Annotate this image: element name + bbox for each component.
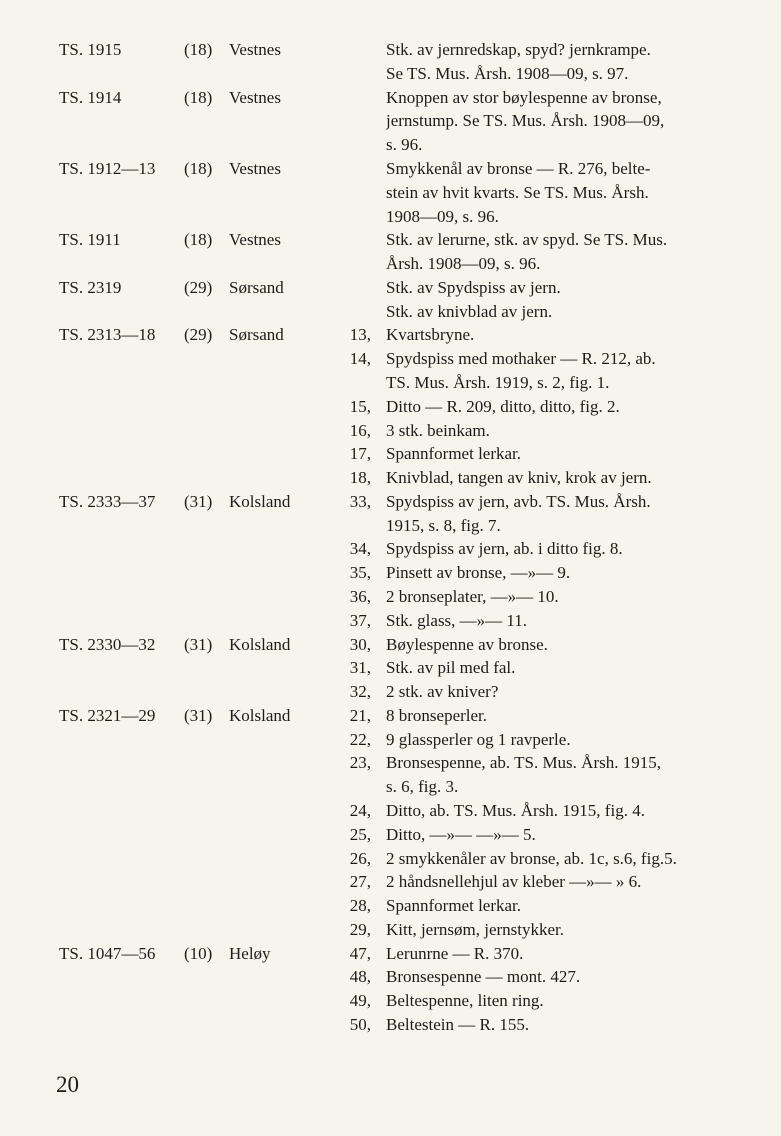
item-description: Kvartsbryne. <box>386 325 475 345</box>
catalogue-line <box>0 633 781 657</box>
catalogue-line <box>0 965 781 989</box>
catalogue-line <box>0 751 781 775</box>
find-group-number: (29) <box>184 277 213 297</box>
item-description: Smykkenål av bronse — R. 276, belte- <box>386 158 651 178</box>
site-name: Vestnes <box>229 158 281 178</box>
catalogue-line <box>0 823 781 847</box>
item-description: Årsh. 1908—09, s. 96. <box>386 254 541 273</box>
catalogue-line <box>0 799 781 823</box>
catalogue-line <box>0 86 781 110</box>
find-group-number: (31) <box>184 705 213 725</box>
item-description: Stk. av jernredskap, spyd? jernkrampe. <box>386 40 651 59</box>
item-description: Stk. av pil med fal. <box>386 658 516 678</box>
item-number: 28, <box>349 896 371 916</box>
find-group-number: (29) <box>184 325 213 345</box>
catalogue-line <box>0 656 781 680</box>
page-number: 20 <box>56 1072 79 1097</box>
item-number: 26, <box>349 848 371 868</box>
catalogue-line <box>0 62 781 86</box>
catalogue-line <box>0 585 781 609</box>
item-number: 13, <box>349 325 371 345</box>
catalogue-line <box>0 609 781 633</box>
site-name: Sørsand <box>229 325 284 345</box>
item-description: Stk. av Spydspiss av jern. <box>386 277 561 297</box>
item-description: Knivblad, tangen av kniv, krok av jern. <box>386 468 652 487</box>
catalogue-reference: TS. 2313—18 <box>59 325 156 345</box>
item-description: s. 96. <box>386 135 423 155</box>
catalogue-line <box>0 181 781 205</box>
catalogue-line <box>0 728 781 752</box>
item-description: TS. Mus. Årsh. 1919, s. 2, fig. 1. <box>386 372 610 392</box>
item-number: 17, <box>349 444 371 464</box>
catalogue-line <box>0 38 781 62</box>
catalogue-line <box>0 109 781 133</box>
item-number: 48, <box>349 967 371 987</box>
catalogue-line <box>0 514 781 538</box>
catalogue-line <box>0 228 781 252</box>
catalogue-line <box>0 870 781 894</box>
catalogue-reference: TS. 1915 <box>59 40 122 59</box>
item-number: 33, <box>349 491 371 511</box>
site-name: Vestnes <box>229 230 281 250</box>
catalogue-line <box>0 276 781 300</box>
catalogue-line <box>0 942 781 966</box>
item-number: 16, <box>349 420 371 440</box>
site-name: Kolsland <box>229 491 291 511</box>
item-description: 2 bronseplater, —»— 10. <box>386 586 559 606</box>
catalogue-line <box>0 704 781 728</box>
catalogue-line <box>0 395 781 419</box>
item-description: Knoppen av stor bøylespenne av bronse, <box>386 87 662 107</box>
item-description: 1908—09, s. 96. <box>386 206 499 226</box>
item-number: 37, <box>349 610 371 630</box>
item-number: 25, <box>349 824 371 844</box>
find-group-number: (31) <box>184 491 213 511</box>
item-description: jernstump. Se TS. Mus. Årsh. 1908—09, <box>386 111 665 131</box>
site-name: Kolsland <box>229 705 291 725</box>
site-name: Heløy <box>229 943 271 963</box>
item-description: Stk. av lerurne, stk. av spyd. Se TS. Mus. <box>386 230 668 250</box>
catalogue-reference: TS. 2319 <box>59 277 122 297</box>
item-number: 23, <box>349 753 371 773</box>
catalogue-line <box>0 252 781 276</box>
catalogue-reference: TS. 2330—32 <box>59 634 156 654</box>
item-description: Stk. av knivblad av jern. <box>386 301 553 321</box>
catalogue-line <box>0 347 781 371</box>
catalogue-line <box>0 371 781 395</box>
item-description: Beltestein — R. 155. <box>386 1015 530 1034</box>
item-number: 32, <box>349 682 371 702</box>
item-description: 8 bronseperler. <box>386 705 488 725</box>
catalogue-reference: TS. 1911 <box>59 230 121 250</box>
find-group-number: (10) <box>184 943 213 963</box>
item-number: 18, <box>349 468 371 487</box>
catalogue-line <box>0 157 781 181</box>
item-number: 47, <box>349 943 371 963</box>
site-name: Kolsland <box>229 634 291 654</box>
item-description: 2 smykkenåler av bronse, ab. 1c, s.6, fig.5. <box>386 848 677 868</box>
catalogue-line <box>0 918 781 942</box>
catalogue-reference: TS. 1912—13 <box>59 158 156 178</box>
item-number: 50, <box>349 1015 371 1034</box>
item-description: 2 stk. av kniver? <box>386 682 499 702</box>
item-description: Se TS. Mus. Årsh. 1908—09, s. 97. <box>386 63 629 83</box>
item-description: Spannformet lerkar. <box>386 896 522 916</box>
site-name: Vestnes <box>229 40 281 59</box>
item-number: 35, <box>349 563 371 583</box>
item-description: Spannformet lerkar. <box>386 444 522 464</box>
item-number: 15, <box>349 396 371 416</box>
catalogue-line <box>0 894 781 918</box>
item-number: 21, <box>349 705 371 725</box>
item-description: Bronsespenne — mont. 427. <box>386 967 581 987</box>
catalogue-reference: TS. 2333—37 <box>59 491 156 511</box>
item-description: stein av hvit kvarts. Se TS. Mus. Årsh. <box>386 182 649 202</box>
item-description: Ditto — R. 209, ditto, ditto, fig. 2. <box>386 396 620 416</box>
catalogue-line <box>0 442 781 466</box>
catalogue-line <box>0 537 781 561</box>
site-name: Vestnes <box>229 87 281 107</box>
item-description: Lerunrne — R. 370. <box>386 943 524 963</box>
catalogue-line <box>0 466 781 490</box>
item-number: 24, <box>349 801 371 820</box>
item-description: Ditto, ab. TS. Mus. Årsh. 1915, fig. 4. <box>386 801 645 820</box>
catalogue-line <box>0 561 781 585</box>
item-description: 9 glassperler og 1 ravperle. <box>386 729 571 749</box>
item-description: s. 6, fig. 3. <box>386 777 459 797</box>
catalogue-line <box>0 205 781 229</box>
find-group-number: (18) <box>184 40 213 59</box>
item-description: 1915, s. 8, fig. 7. <box>386 515 501 535</box>
item-description: Beltespenne, liten ring. <box>386 991 544 1011</box>
catalogue-line <box>0 680 781 704</box>
catalogue-reference: TS. 1914 <box>59 87 122 107</box>
item-number: 36, <box>349 586 371 606</box>
find-group-number: (18) <box>184 158 213 178</box>
item-description: Bronsespenne, ab. TS. Mus. Årsh. 1915, <box>386 753 661 773</box>
item-number: 29, <box>349 919 371 939</box>
item-description: Bøylespenne av bronse. <box>386 634 548 654</box>
catalogue-line <box>0 1013 781 1037</box>
item-description: Stk. glass, —»— 11. <box>386 610 528 630</box>
catalogue-line <box>0 323 781 347</box>
item-description: Pinsett av bronse, —»— 9. <box>386 563 571 583</box>
item-description: Spydspiss av jern, avb. TS. Mus. Årsh. <box>386 491 651 511</box>
item-description: Kitt, jernsøm, jernstykker. <box>386 919 565 939</box>
catalogue-line <box>0 775 781 799</box>
catalogue-reference: TS. 2321—29 <box>59 705 156 725</box>
item-description: 3 stk. beinkam. <box>386 420 490 440</box>
item-number: 27, <box>349 872 371 892</box>
catalogue-line <box>0 490 781 514</box>
find-group-number: (31) <box>184 634 213 654</box>
find-group-number: (18) <box>184 87 213 107</box>
catalogue-line <box>0 300 781 324</box>
site-name: Sørsand <box>229 277 284 297</box>
catalogue-line <box>0 419 781 443</box>
find-group-number: (18) <box>184 230 213 250</box>
catalogue-line <box>0 989 781 1013</box>
item-description: Ditto, —»— —»— 5. <box>386 824 536 844</box>
item-description: Spydspiss av jern, ab. i ditto fig. 8. <box>386 539 623 559</box>
item-number: 30, <box>349 634 371 654</box>
item-number: 22, <box>349 729 371 749</box>
catalogue-reference: TS. 1047—56 <box>59 943 156 963</box>
catalogue-line <box>0 133 781 157</box>
item-number: 34, <box>349 539 371 559</box>
item-number: 31, <box>349 658 371 678</box>
item-number: 49, <box>349 991 371 1011</box>
item-number: 14, <box>349 349 371 369</box>
item-description: Spydspiss med mothaker — R. 212, ab. <box>386 349 656 369</box>
catalogue-line <box>0 847 781 871</box>
item-description: 2 håndsnellehjul av kleber —»— » 6. <box>386 872 642 892</box>
